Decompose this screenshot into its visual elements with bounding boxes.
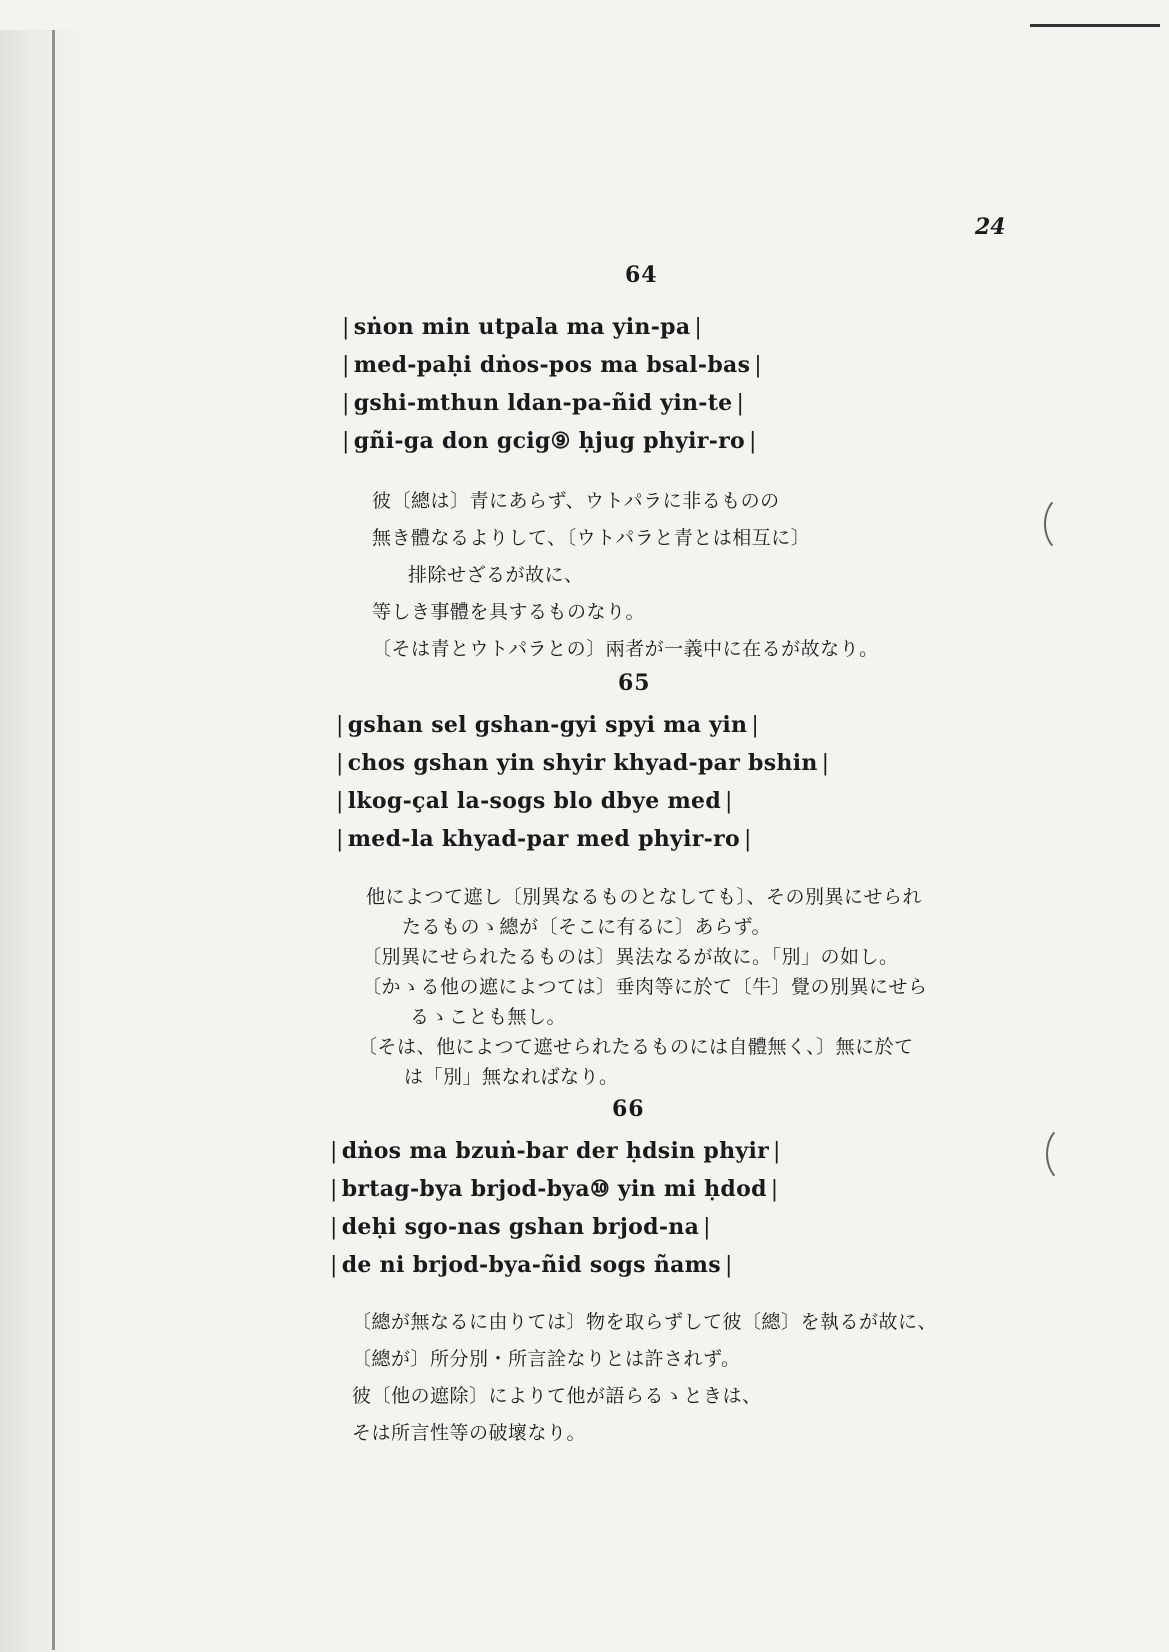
translation-line: そは所言性等の破壞なり。 [352, 1422, 587, 1444]
verse-line: | lkog-çal la-sogs blo dbye med | [336, 788, 733, 814]
section-number: 65 [618, 670, 651, 696]
verse-line: | brtag-bya brjod-bya⑩ yin mi ḥdod | [330, 1176, 779, 1202]
translation-line: 〔そは青とウトパラとの〕兩者が一義中に在るが故なり。 [372, 638, 879, 660]
translation-line: 〔かゝる他の遮によつては〕垂肉等に於て〔牛〕覺の別異にせら [362, 976, 928, 998]
binding-edge [52, 30, 55, 1650]
margin-bracket-mark [1046, 1124, 1092, 1184]
verse-line: | gshi-mthun ldan-pa-ñid yin-te | [342, 390, 745, 416]
translation-line: 彼〔他の遮除〕によりて他が語らるゝときは、 [352, 1385, 762, 1407]
verse-line: | de ni brjod-bya-ñid sogs ñams | [330, 1252, 733, 1278]
translation-line: 〔總が〕所分別・所言詮なりとは許されず。 [352, 1348, 741, 1370]
translation-line: 等しき事體を具するものなり。 [372, 601, 646, 623]
page-number: 24 [975, 214, 1006, 240]
verse-line: | dṅos ma bzuṅ-bar der ḥdsin phyir | [330, 1138, 781, 1164]
binding-shadow [0, 30, 90, 1652]
verse-line: | gñi-ga don gcig⑨ ḥjug phyir-ro | [342, 428, 757, 454]
translation-line: 排除せざるが故に、 [408, 564, 584, 586]
section-number: 66 [612, 1096, 645, 1122]
translation-line: 他によつて遮し〔別異なるものとなしても〕、その別異にせられ [366, 886, 923, 908]
verse-line: | chos gshan yin shyir khyad-par bshin | [336, 750, 830, 776]
verse-line: | gshan sel gshan-gyi spyi ma yin | [336, 712, 760, 738]
translation-line: 〔そは、他によつて遮せられたるものには自體無く、〕無に於て [358, 1036, 914, 1058]
translation-line: るゝことも無し。 [410, 1006, 567, 1028]
translation-line: 無き體なるよりして、〔ウトパラと青とは相互に〕 [372, 527, 811, 549]
verse-line: | sṅon min utpala ma yin-pa | [342, 314, 703, 340]
section-number: 64 [625, 262, 658, 288]
translation-line: 〔總が無なるに由りては〕物を取らずして彼〔總〕を執るが故に、 [352, 1311, 938, 1333]
verse-line: | med-paḥi dṅos-pos ma bsal-bas | [342, 352, 762, 378]
verse-line: | deḥi sgo-nas gshan brjod-na | [330, 1214, 711, 1240]
translation-line: たるものゝ總が〔そこに有るに〕あらず。 [402, 916, 771, 938]
margin-bracket-mark [1044, 494, 1090, 554]
translation-line: 彼〔總は〕青にあらず、ウトパラに非るものの [372, 490, 780, 512]
translation-line: は「別」無なればなり。 [404, 1066, 619, 1088]
translation-line: 〔別異にせられたるものは〕異法なるが故に。「別」の如し。 [362, 946, 899, 968]
verse-line: | med-la khyad-par med phyir-ro | [336, 826, 752, 852]
top-rule [1030, 24, 1160, 27]
